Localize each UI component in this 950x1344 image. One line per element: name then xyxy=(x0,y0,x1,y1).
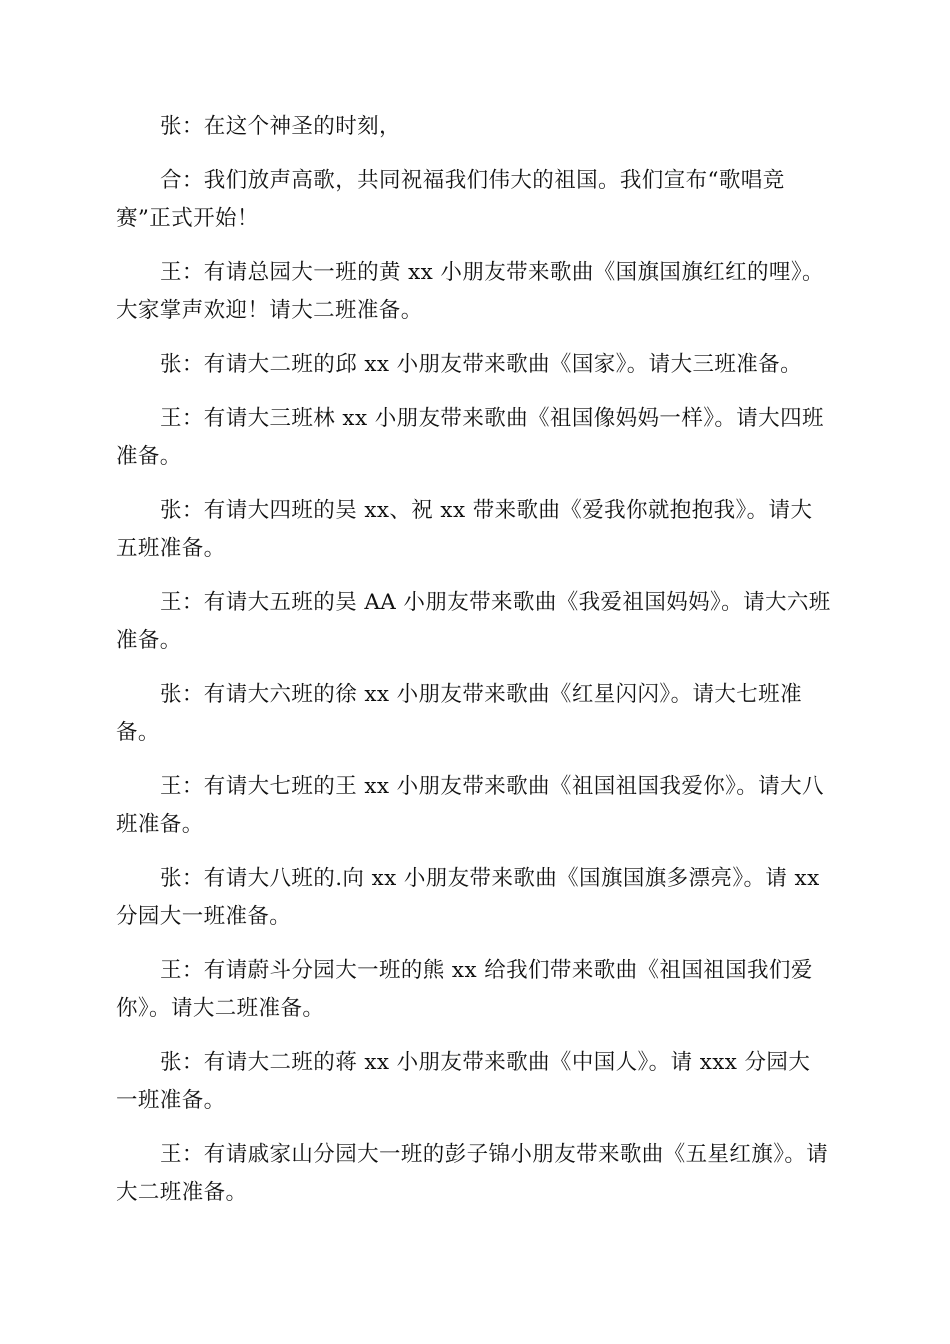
paragraph: 张：有请大六班的徐 xx 小朋友带来歌曲《红星闪闪》。请大七班准备。 xyxy=(116,682,802,745)
document-body xyxy=(116,108,832,1228)
paragraph: 王：有请大七班的王 xx 小朋友带来歌曲《祖国祖国我爱你》。请大八班准备。 xyxy=(116,774,824,837)
paragraph: 张：有请大四班的吴 xx、祝 xx 带来歌曲《爱我你就抱抱我》。请大五班准备。 xyxy=(116,498,813,561)
paragraph: 王：有请大三班林 xx 小朋友带来歌曲《祖国像妈妈一样》。请大四班准备。 xyxy=(116,406,824,469)
paragraph: 合：我们放声高歌，共同祝福我们伟大的祖国。我们宣布“歌唱竞赛”正式开始！ xyxy=(116,168,785,231)
paragraph: 张：有请大二班的邱 xx 小朋友带来歌曲《国家》。请大三班准备。 xyxy=(160,352,802,377)
paragraph: 张：有请大二班的蒋 xx 小朋友带来歌曲《中国人》。请 xxx 分园大一班准备。 xyxy=(116,1050,811,1113)
paragraph: 王：有请蔚斗分园大一班的熊 xx 给我们带来歌曲《祖国祖国我们爱你》。请大二班准备。 xyxy=(116,958,813,1021)
paragraph: 张：在这个神圣的时刻， xyxy=(160,114,401,139)
paragraph: 张：有请大八班的.向 xx 小朋友带来歌曲《国旗国旗多漂亮》。请 xx 分园大一班准备。 xyxy=(116,866,820,929)
paragraph: 王：有请总园大一班的黄 xx 小朋友带来歌曲《国旗国旗红红的哩》。大家掌声欢迎！请大二班准备。 xyxy=(116,260,824,323)
paragraph: 王：有请大五班的吴 AA 小朋友带来歌曲《我爱祖国妈妈》。请大六班准备。 xyxy=(116,590,831,653)
paragraph: 王：有请戚家山分园大一班的彭子锦小朋友带来歌曲《五星红旗》。请大二班准备。 xyxy=(116,1142,829,1205)
